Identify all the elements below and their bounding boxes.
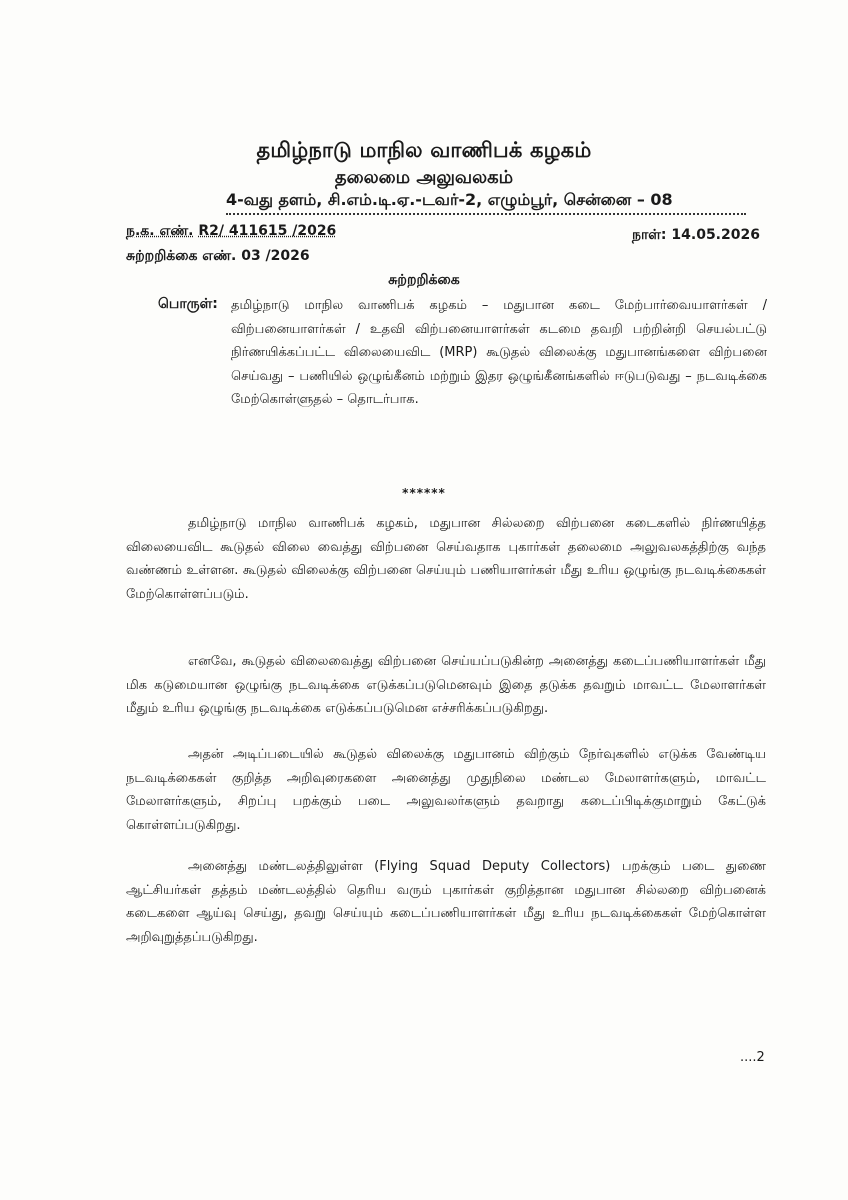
address-underline bbox=[226, 213, 746, 215]
subject-label: பொருள்: bbox=[158, 296, 218, 312]
reference-label: ந.க. எண். bbox=[126, 223, 194, 239]
reference-value: R2/ 411615 /2026 bbox=[198, 223, 337, 239]
reference-number bbox=[126, 223, 336, 241]
circular-date: நாள்: 14.05.2026 bbox=[632, 227, 760, 243]
paragraph-3: அதன் அடிப்படையில் கூடுதல் விலைக்கு மதுபானம் விற்கும் நேர்வுகளில் எடுக்க வேண்டிய நடவடிக்கைகள் குறித்த அறிவுரைகளை அனைத்து முதுநிலை மண்டல மேலாளர்களும், மாவட்ட மேலாளர்களும், சிறப்பு பறக்கும் படை அலுவலர்களும் தவறாது கடைப்பிடிக்குமாறும் கேட்டுக் கொள்ளப்படுகிறது. bbox=[126, 747, 766, 833]
organization-name: தமிழ்நாடு மாநில வாணிபக் கழகம் bbox=[256, 138, 592, 162]
subject-text: தமிழ்நாடு மாநில வாணிபக் கழகம் – மதுபான கடை மேற்பார்வையாளர்கள் / விற்பனையாளர்கள் / உதவி விற்பனையாளர்கள் கடமை தவறி பற்றின்றி செயல்பட்டு நிர்ணயிக்கப்பட்ட விலையைவிட (MRP) கூடுதல் விலைக்கு மதுபானங்களை விற்பனை செய்வது – பணியில் ஒழுங்கீனம் மற்றும் இதர ஒழுங்கீனங்களில் ஈடுபடுவது – நடவடிக்கை மேற்கொள்ளுதல் – தொடர்பாக. bbox=[231, 298, 767, 407]
page-number: ....2 bbox=[740, 1050, 765, 1065]
office-address: 4-வது தளம், சி.எம்.டி.ஏ.-டவர்-2, எழும்பூர், சென்னை – 08 bbox=[226, 190, 673, 209]
circular-number: சுற்றறிக்கை எண். 03 /2026 bbox=[126, 248, 310, 264]
circular-title: சுற்றறிக்கை bbox=[388, 272, 460, 288]
paragraph-2: எனவே, கூடுதல் விலைவைத்து விற்பனை செய்யப்படுகின்ற அனைத்து கடைப்பணியாளர்கள் மீது மிக கடுமையான ஒழுங்கு நடவடிக்கை எடுக்கப்படுமெனவும் இதை தடுக்க தவறும் மாவட்ட மேலாளர்கள் மீதும் உரிய ஒழுங்கு நடவடிக்கை எடுக்கப்படுமென எச்சரிக்கப்படுகிறது. bbox=[126, 654, 766, 717]
paragraph-1: தமிழ்நாடு மாநில வாணிபக் கழகம், மதுபான சில்லறை விற்பனை கடைகளில் நிர்ணயித்த விலையைவிட கூடுதல் விலை வைத்து விற்பனை செய்வதாக புகார்கள் தலைமை அலுவலகத்திற்கு வந்த வண்ணம் உள்ளன. கூடுதல் விலைக்கு விற்பனை செய்யும் பணியாளர்கள் மீது உரிய ஒழுங்கு நடவடிக்கைகள் மேற்கொள்ளப்படும். bbox=[126, 516, 766, 602]
paragraph-4: அனைத்து மண்டலத்திலுள்ள (Flying Squad Deputy Collectors) பறக்கும் படை துணை ஆட்சியர்கள் தத்தம் மண்டலத்தில் தெரிய வரும் புகார்கள் குறித்தான மதுபான சில்லறை விற்பனைக் கடைகளை ஆய்வு செய்து, தவறு செய்யும் கடைப்பணியாளர்கள் மீது உரிய நடவடிக்கைகள் மேற்கொள்ள அறிவுறுத்தப்படுகிறது. bbox=[126, 859, 766, 945]
office-name: தலைமை அலுவலகம் bbox=[334, 167, 514, 188]
separator: ****** bbox=[402, 486, 446, 500]
